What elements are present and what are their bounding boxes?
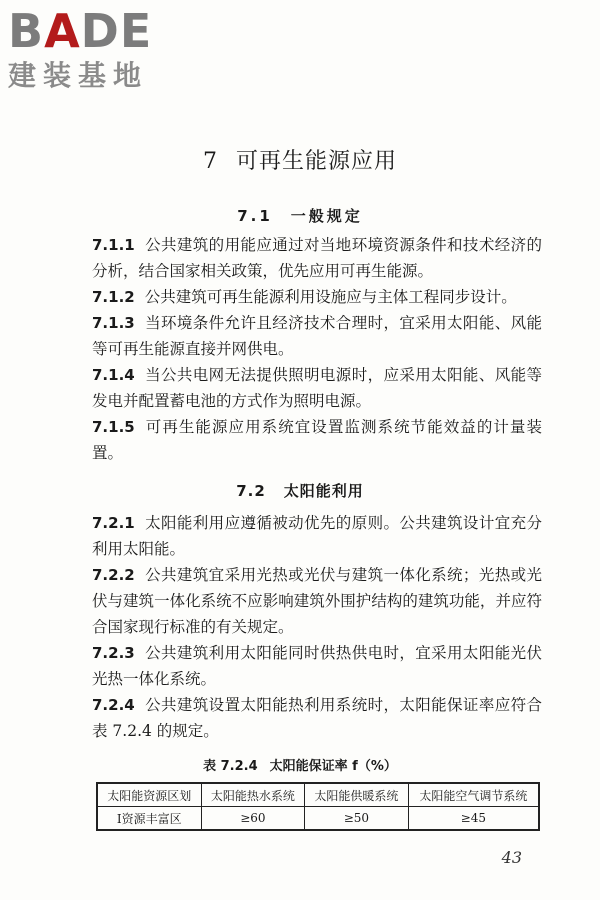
logo-wordmark: BADE <box>8 4 153 58</box>
table-row <box>97 807 539 831</box>
table-header-cell: 太阳能供暖系统 <box>305 783 409 807</box>
clause-text: 公共建筑的用能应通过对当地环境资源条件和技术经济的分析，结合国家相关政策，优先应用可再生能源。 <box>92 236 542 280</box>
clause-number: 7.1.1 <box>92 236 135 254</box>
clause-7-2-4 <box>92 692 542 744</box>
logo <box>8 6 178 96</box>
clause-number: 7.2.2 <box>92 566 135 584</box>
clause-text: 公共建筑利用太阳能同时供热供电时，宜采用太阳能光伏光热一体化系统。 <box>92 644 542 688</box>
chapter-number: 7 <box>202 149 218 174</box>
clause-number: 7.1.3 <box>92 314 135 332</box>
section-number: 7.2 <box>236 482 266 500</box>
table-header-cell: 太阳能空气调节系统 <box>408 783 539 807</box>
table-cell: ≥45 <box>408 807 539 831</box>
page-number: 43 <box>501 848 522 867</box>
clause-number: 7.1.2 <box>92 288 135 306</box>
table-cell: ≥60 <box>201 807 305 831</box>
clause-text: 当公共电网无法提供照明电源时，应采用太阳能、风能等发电并配置蓄电池的方式作为照明电源。 <box>92 366 542 410</box>
table-number: 表 7.2.4 <box>203 759 258 774</box>
clause-text: 太阳能利用应遵循被动优先的原则。公共建筑设计宜充分利用太阳能。 <box>92 514 542 558</box>
table-cell: Ⅰ资源丰富区 <box>97 807 201 831</box>
section-7-2-clauses <box>92 510 542 744</box>
clause-number: 7.2.3 <box>92 644 135 662</box>
clause-7-2-3 <box>92 640 542 692</box>
clause-text: 公共建筑宜采用光热或光伏与建筑一体化系统；光热或光伏与建筑一体化系统不应影响建筑外围护结构的建筑功能，并应符合国家现行标准的有关规定。 <box>92 566 542 636</box>
table-header-cell: 太阳能热水系统 <box>201 783 305 807</box>
section-title-7-2 <box>0 480 600 501</box>
clause-text: 当环境条件允许且经济技术合理时，宜采用太阳能、风能等可再生能源直接并网供电。 <box>92 314 542 358</box>
chapter-title-text: 可再生能源应用 <box>235 149 397 174</box>
logo-subtitle: 建装基地 <box>8 59 149 92</box>
table-header-cell: 太阳能资源区划 <box>97 783 201 807</box>
clause-number: 7.1.5 <box>92 418 135 436</box>
clause-7-1-5 <box>92 414 542 466</box>
section-number: 7.1 <box>237 207 273 225</box>
clause-7-1-4 <box>92 362 542 414</box>
section-title-7-1 <box>0 205 600 226</box>
clause-7-2-2 <box>92 562 542 640</box>
clause-text: 可再生能源应用系统宜设置监测系统节能效益的计量装置。 <box>92 418 542 462</box>
clause-number: 7.1.4 <box>92 366 135 384</box>
table-header-row <box>97 783 539 807</box>
clause-number: 7.2.4 <box>92 696 135 714</box>
section-title-text: 一般规定 <box>290 207 363 225</box>
clause-7-1-3 <box>92 310 542 362</box>
clause-text: 公共建筑设置太阳能热利用系统时，太阳能保证率应符合表 7.2.4 的规定。 <box>92 696 542 740</box>
section-title-text: 太阳能利用 <box>283 482 364 500</box>
table-caption <box>0 755 600 774</box>
chapter-title <box>0 144 600 175</box>
clause-7-1-2 <box>92 284 542 310</box>
table-cell: ≥50 <box>305 807 409 831</box>
solar-fraction-table <box>96 782 540 831</box>
clause-number: 7.2.1 <box>92 514 135 532</box>
table-title: 太阳能保证率 f（%） <box>269 759 397 774</box>
clause-text: 公共建筑可再生能源利用设施应与主体工程同步设计。 <box>144 288 517 306</box>
clause-7-1-1 <box>92 232 542 284</box>
section-7-1-clauses <box>92 232 542 466</box>
clause-7-2-1 <box>92 510 542 562</box>
